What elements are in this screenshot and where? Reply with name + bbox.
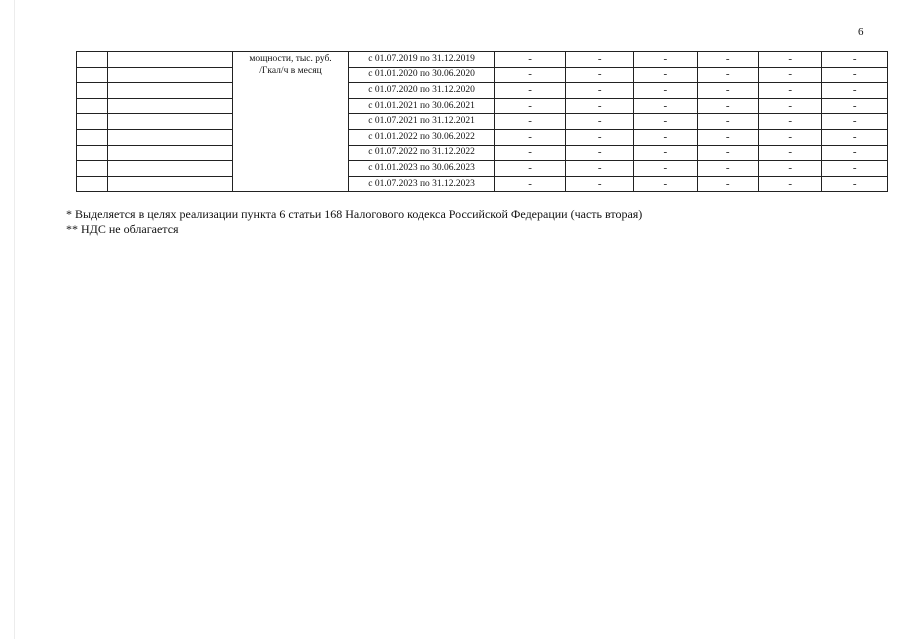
value-cell: - xyxy=(634,98,697,114)
indicator-cell xyxy=(107,176,232,192)
footnote-vat-exempt: ** НДС не облагается xyxy=(66,222,179,236)
value-cell: - xyxy=(634,176,697,192)
table-row xyxy=(77,129,888,145)
period-cell: с 01.07.2019 по 31.12.2019 xyxy=(349,52,494,68)
table-row xyxy=(77,145,888,161)
row-number-cell xyxy=(77,129,108,145)
indicator-cell xyxy=(107,145,232,161)
tariff-table-body xyxy=(77,52,888,192)
table-row xyxy=(77,161,888,177)
row-number-cell xyxy=(77,145,108,161)
row-number-cell xyxy=(77,52,108,68)
value-cell: - xyxy=(634,161,697,177)
value-cell: - xyxy=(566,83,634,99)
table-row xyxy=(77,67,888,83)
table-row xyxy=(77,98,888,114)
value-cell: - xyxy=(494,161,566,177)
value-cell: - xyxy=(634,83,697,99)
row-number-cell xyxy=(77,114,108,130)
period-cell: с 01.07.2022 по 31.12.2022 xyxy=(349,145,494,161)
value-cell: - xyxy=(758,176,821,192)
indicator-cell xyxy=(107,161,232,177)
value-cell: - xyxy=(566,145,634,161)
value-cell: - xyxy=(697,145,758,161)
tariff-table xyxy=(76,51,888,192)
value-cell: - xyxy=(758,98,821,114)
indicator-cell xyxy=(107,129,232,145)
value-cell: - xyxy=(697,176,758,192)
row-number-cell xyxy=(77,98,108,114)
row-number-cell xyxy=(77,176,108,192)
value-cell: - xyxy=(566,67,634,83)
value-cell: - xyxy=(494,145,566,161)
value-cell: - xyxy=(566,161,634,177)
value-cell: - xyxy=(758,83,821,99)
value-cell: - xyxy=(566,176,634,192)
scan-edge-line xyxy=(14,0,15,639)
value-cell: - xyxy=(494,129,566,145)
period-cell: с 01.07.2023 по 31.12.2023 xyxy=(349,176,494,192)
period-cell: с 01.01.2023 по 30.06.2023 xyxy=(349,161,494,177)
value-cell: - xyxy=(758,114,821,130)
value-cell: - xyxy=(697,83,758,99)
row-number-cell xyxy=(77,83,108,99)
value-cell: - xyxy=(494,52,566,68)
value-cell: - xyxy=(758,129,821,145)
unit-line: /Гкал/ч в месяц xyxy=(259,66,322,76)
period-cell: с 01.01.2022 по 30.06.2022 xyxy=(349,129,494,145)
value-cell: - xyxy=(697,114,758,130)
value-cell: - xyxy=(634,67,697,83)
unit-cell xyxy=(232,52,349,192)
unit-line: мощности, тыс. руб. xyxy=(249,54,332,64)
value-cell: - xyxy=(758,161,821,177)
indicator-cell xyxy=(107,52,232,68)
value-cell: - xyxy=(822,129,888,145)
value-cell: - xyxy=(634,145,697,161)
value-cell: - xyxy=(822,161,888,177)
row-number-cell xyxy=(77,161,108,177)
row-number-cell xyxy=(77,67,108,83)
period-cell: с 01.01.2021 по 30.06.2021 xyxy=(349,98,494,114)
period-cell: с 01.01.2020 по 30.06.2020 xyxy=(349,67,494,83)
page-number: 6 xyxy=(858,26,864,38)
value-cell: - xyxy=(697,52,758,68)
value-cell: - xyxy=(494,67,566,83)
value-cell: - xyxy=(634,129,697,145)
footnote-vat-allocation: * Выделяется в целях реализации пункта 6 статьи 168 Налогового кодекса Российской Федерации (часть вторая) xyxy=(66,207,643,221)
table-row xyxy=(77,114,888,130)
value-cell: - xyxy=(494,176,566,192)
period-cell: с 01.07.2021 по 31.12.2021 xyxy=(349,114,494,130)
value-cell: - xyxy=(494,98,566,114)
value-cell: - xyxy=(822,114,888,130)
value-cell: - xyxy=(697,98,758,114)
value-cell: - xyxy=(566,129,634,145)
value-cell: - xyxy=(822,83,888,99)
value-cell: - xyxy=(822,176,888,192)
period-cell: с 01.07.2020 по 31.12.2020 xyxy=(349,83,494,99)
table-row xyxy=(77,83,888,99)
value-cell: - xyxy=(758,52,821,68)
value-cell: - xyxy=(758,145,821,161)
footnotes xyxy=(66,207,642,237)
value-cell: - xyxy=(494,83,566,99)
value-cell: - xyxy=(697,67,758,83)
value-cell: - xyxy=(822,98,888,114)
value-cell: - xyxy=(758,67,821,83)
table-row xyxy=(77,52,888,68)
value-cell: - xyxy=(697,161,758,177)
indicator-cell xyxy=(107,114,232,130)
indicator-cell xyxy=(107,67,232,83)
indicator-cell xyxy=(107,98,232,114)
indicator-cell xyxy=(107,83,232,99)
value-cell: - xyxy=(822,67,888,83)
value-cell: - xyxy=(494,114,566,130)
value-cell: - xyxy=(697,129,758,145)
value-cell: - xyxy=(566,98,634,114)
value-cell: - xyxy=(634,52,697,68)
table-row xyxy=(77,176,888,192)
value-cell: - xyxy=(634,114,697,130)
value-cell: - xyxy=(566,52,634,68)
value-cell: - xyxy=(822,145,888,161)
value-cell: - xyxy=(566,114,634,130)
value-cell: - xyxy=(822,52,888,68)
